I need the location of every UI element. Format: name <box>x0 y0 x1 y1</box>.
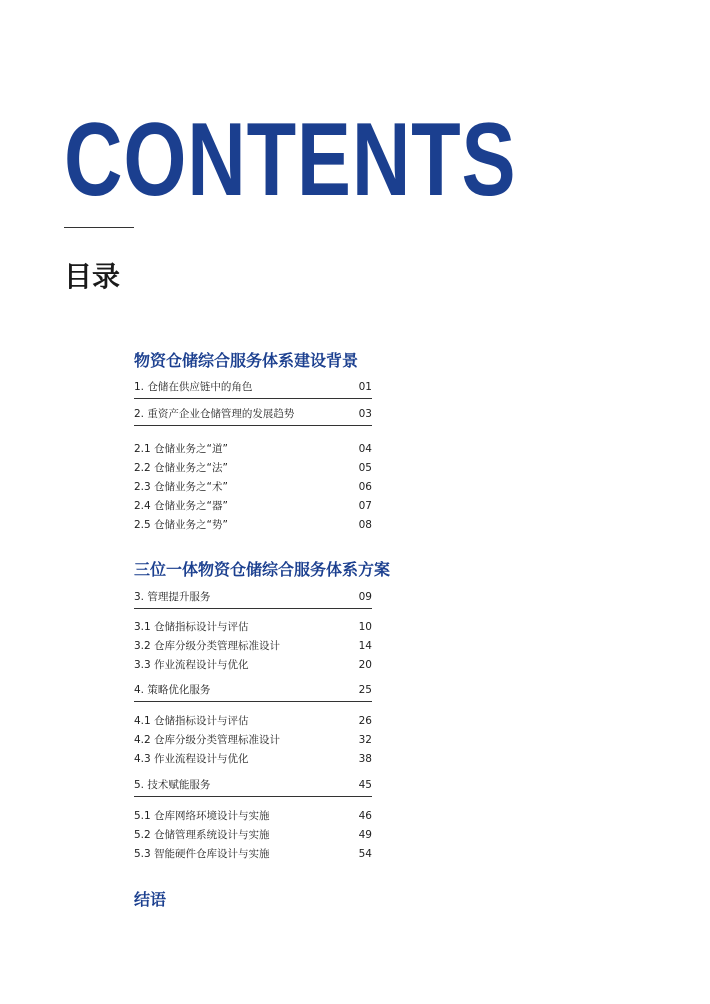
entry-label: 3.1 仓储指标设计与评估 <box>134 621 249 633</box>
section-heading-conclusion: 结语 <box>134 890 167 909</box>
entry-page: 38 <box>358 753 372 765</box>
toc-entry[interactable] <box>134 776 372 797</box>
entry-page: 07 <box>358 500 372 512</box>
entry-page: 06 <box>358 481 372 493</box>
toc-entry[interactable] <box>134 440 372 458</box>
entry-label: 3. 管理提升服务 <box>134 591 211 603</box>
toc-entry[interactable] <box>134 516 372 534</box>
entry-page: 04 <box>358 443 372 455</box>
toc-heading: 目录 <box>64 260 121 293</box>
entry-page: 49 <box>358 829 372 841</box>
entry-label: 2. 重资产企业仓储管理的发展趋势 <box>134 408 295 420</box>
entry-page: 01 <box>358 381 372 393</box>
entry-label: 5.2 仓储管理系统设计与实施 <box>134 829 270 841</box>
toc-entry[interactable] <box>134 459 372 477</box>
entry-label: 4.2 仓库分级分类管理标准设计 <box>134 734 281 746</box>
entry-page: 10 <box>358 621 372 633</box>
toc-entry[interactable] <box>134 405 372 426</box>
entry-label: 2.2 仓储业务之“法” <box>134 462 228 474</box>
toc-entry[interactable] <box>134 588 372 609</box>
entry-label: 4. 策略优化服务 <box>134 684 211 696</box>
entry-label: 2.4 仓储业务之“器” <box>134 500 228 512</box>
entry-label: 5.3 智能硬件仓库设计与实施 <box>134 848 270 860</box>
entry-label: 3.3 作业流程设计与优化 <box>134 659 249 671</box>
entry-label: 2.5 仓储业务之“势” <box>134 519 228 531</box>
entry-page: 03 <box>358 408 372 420</box>
toc-entry[interactable] <box>134 478 372 496</box>
toc-entry[interactable] <box>134 826 372 844</box>
title-divider <box>64 227 134 228</box>
toc-entry[interactable] <box>134 637 372 655</box>
entry-page: 32 <box>358 734 372 746</box>
entry-page: 14 <box>358 640 372 652</box>
entry-page: 45 <box>358 779 372 791</box>
toc-entry[interactable] <box>134 656 372 674</box>
entry-page: 26 <box>358 715 372 727</box>
entry-page: 08 <box>358 519 372 531</box>
section-heading-solution: 三位一体物资仓储综合服务体系方案 <box>134 560 391 579</box>
entry-label: 5.1 仓库网络环境设计与实施 <box>134 810 270 822</box>
entry-label: 2.3 仓储业务之“术” <box>134 481 228 493</box>
entry-page: 05 <box>358 462 372 474</box>
toc-entry[interactable] <box>134 378 372 399</box>
entry-label: 3.2 仓库分级分类管理标准设计 <box>134 640 281 652</box>
entry-label: 2.1 仓储业务之“道” <box>134 443 228 455</box>
entry-label: 1. 仓储在供应链中的角色 <box>134 381 253 393</box>
entry-page: 09 <box>358 591 372 603</box>
toc-entry[interactable] <box>134 845 372 863</box>
entry-page: 20 <box>358 659 372 671</box>
toc-entry[interactable] <box>134 807 372 825</box>
toc-entry[interactable] <box>134 681 372 702</box>
entry-label: 4.3 作业流程设计与优化 <box>134 753 249 765</box>
contents-title: CONTENTS <box>64 102 517 218</box>
entry-page: 25 <box>358 684 372 696</box>
toc-entry[interactable] <box>134 750 372 768</box>
entry-page: 46 <box>358 810 372 822</box>
entry-label: 5. 技术赋能服务 <box>134 779 211 791</box>
entry-label: 4.1 仓储指标设计与评估 <box>134 715 249 727</box>
toc-entry[interactable] <box>134 731 372 749</box>
toc-entry[interactable] <box>134 497 372 515</box>
toc-entry[interactable] <box>134 618 372 636</box>
entry-page: 54 <box>358 848 372 860</box>
section-heading-background: 物资仓储综合服务体系建设背景 <box>134 351 359 370</box>
toc-entry[interactable] <box>134 712 372 730</box>
